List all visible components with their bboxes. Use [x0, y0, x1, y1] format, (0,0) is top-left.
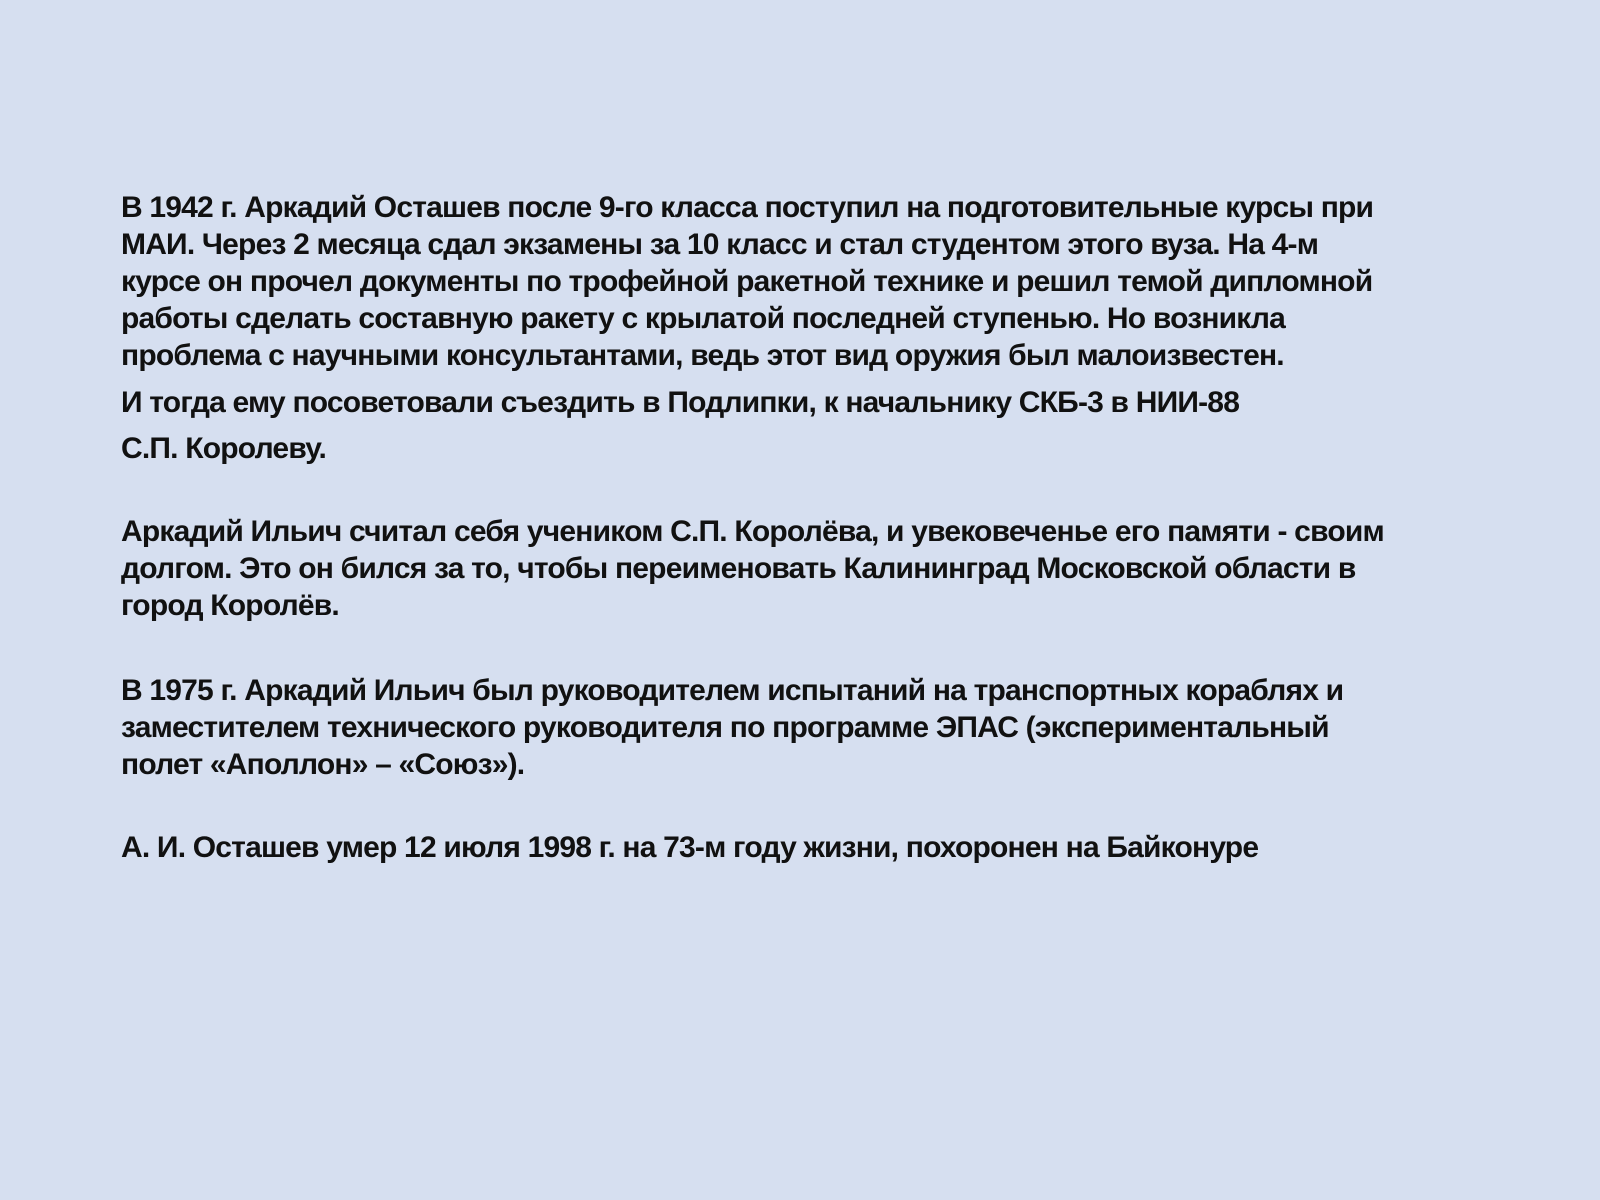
text-line: В 1942 г. Аркадий Осташев после 9-го класса поступил на подготовительные курсы при: [121, 191, 1374, 224]
paragraph-epas-1975: [121, 672, 1521, 783]
slide-text-body: [121, 189, 1521, 866]
paragraph-korolev: [121, 430, 1521, 467]
text-line: работы сделать составную ракету с крылатой последней ступенью. Но возникла: [121, 302, 1286, 335]
text-line: Аркадий Ильич считал себя учеником С.П. Королёва, и увековеченье его памяти - своим: [121, 515, 1384, 548]
text-line: В 1975 г. Аркадий Ильич был руководителем испытаний на транспортных кораблях и: [121, 674, 1344, 707]
text-line: долгом. Это он бился за то, чтобы переименовать Калининград Московской области в: [121, 552, 1356, 585]
text-line: С.П. Королеву.: [121, 432, 326, 465]
paragraph-student-of-korolev: [121, 513, 1521, 624]
text-line: курсе он прочел документы по трофейной ракетной технике и решил темой дипломной: [121, 265, 1373, 298]
text-line: заместителем технического руководителя по программе ЭПАС (экспериментальный: [121, 711, 1329, 744]
paragraph-death-1998: [121, 829, 1521, 866]
text-line: город Королёв.: [121, 589, 339, 622]
text-line: И тогда ему посоветовали съездить в Подлипки, к начальнику СКБ-3 в НИИ-88: [121, 386, 1240, 419]
paragraph-education: [121, 189, 1521, 374]
text-line: полет «Аполлон» – «Союз»).: [121, 748, 525, 781]
text-line: МАИ. Через 2 месяца сдал экзамены за 10 класс и стал студентом этого вуза. На 4-м: [121, 228, 1319, 261]
paragraph-podlipki: [121, 384, 1521, 421]
text-line: проблема с научными консультантами, ведь этот вид оружия был малоизвестен.: [121, 339, 1284, 372]
text-line: А. И. Осташев умер 12 июля 1998 г. на 73-м году жизни, похоронен на Байконуре: [121, 831, 1259, 864]
